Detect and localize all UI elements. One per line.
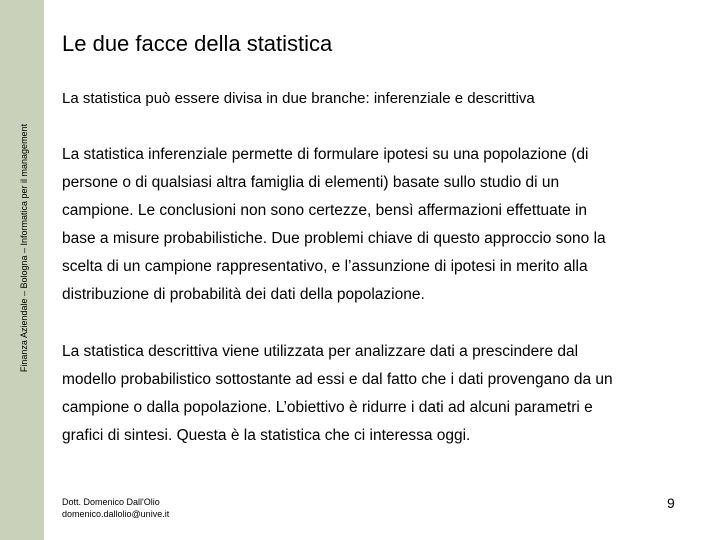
paragraph-line: scelta di un campione rappresentativo, e l’assunzione di ipotesi in merito alla: [62, 258, 588, 275]
paragraph-line: distribuzione di probabilità dei dati della popolazione.: [62, 286, 425, 303]
paragraph-inferenziale: [62, 141, 712, 309]
paragraph-line: campione. Le conclusioni non sono certezze, bensì affermazioni effettuate in: [62, 202, 588, 219]
paragraph-line: La statistica inferenziale permette di formulare ipotesi su una popolazione (di: [62, 146, 589, 163]
paragraph-line: base a misure probabilistiche. Due problemi chiave di questo approccio sono la: [62, 230, 606, 247]
author-name: Dott. Domenico Dall'Olio: [62, 497, 160, 507]
paragraph-line: grafici di sintesi. Questa è la statistica che ci interessa oggi.: [62, 427, 471, 444]
page-number: 9: [667, 495, 675, 511]
paragraph-descrittiva: [62, 338, 712, 450]
slide-subtitle: La statistica può essere divisa in due branche: inferenziale e descrittiva: [62, 90, 535, 107]
slide-title: Le due facce della statistica: [62, 31, 333, 56]
sidebar-label: Finanza Aziendale – Bologna – Informatica per il management: [19, 123, 29, 373]
paragraph-line: campione o dalla popolazione. L’obiettivo è ridurre i dati ad alcuni parametri e: [62, 399, 593, 416]
paragraph-line: modello probabilistico sottostante ad essi e dal fatto che i dati provengano da un: [62, 371, 613, 388]
footer-author: [62, 496, 169, 520]
paragraph-line: persone o di qualsiasi altra famiglia di elementi) basate sullo studio di un: [62, 174, 560, 191]
paragraph-line: La statistica descrittiva viene utilizzata per analizzare dati a prescindere dal: [62, 343, 579, 360]
sidebar: [0, 0, 44, 540]
author-email: domenico.dallolio@unive.it: [62, 509, 170, 519]
